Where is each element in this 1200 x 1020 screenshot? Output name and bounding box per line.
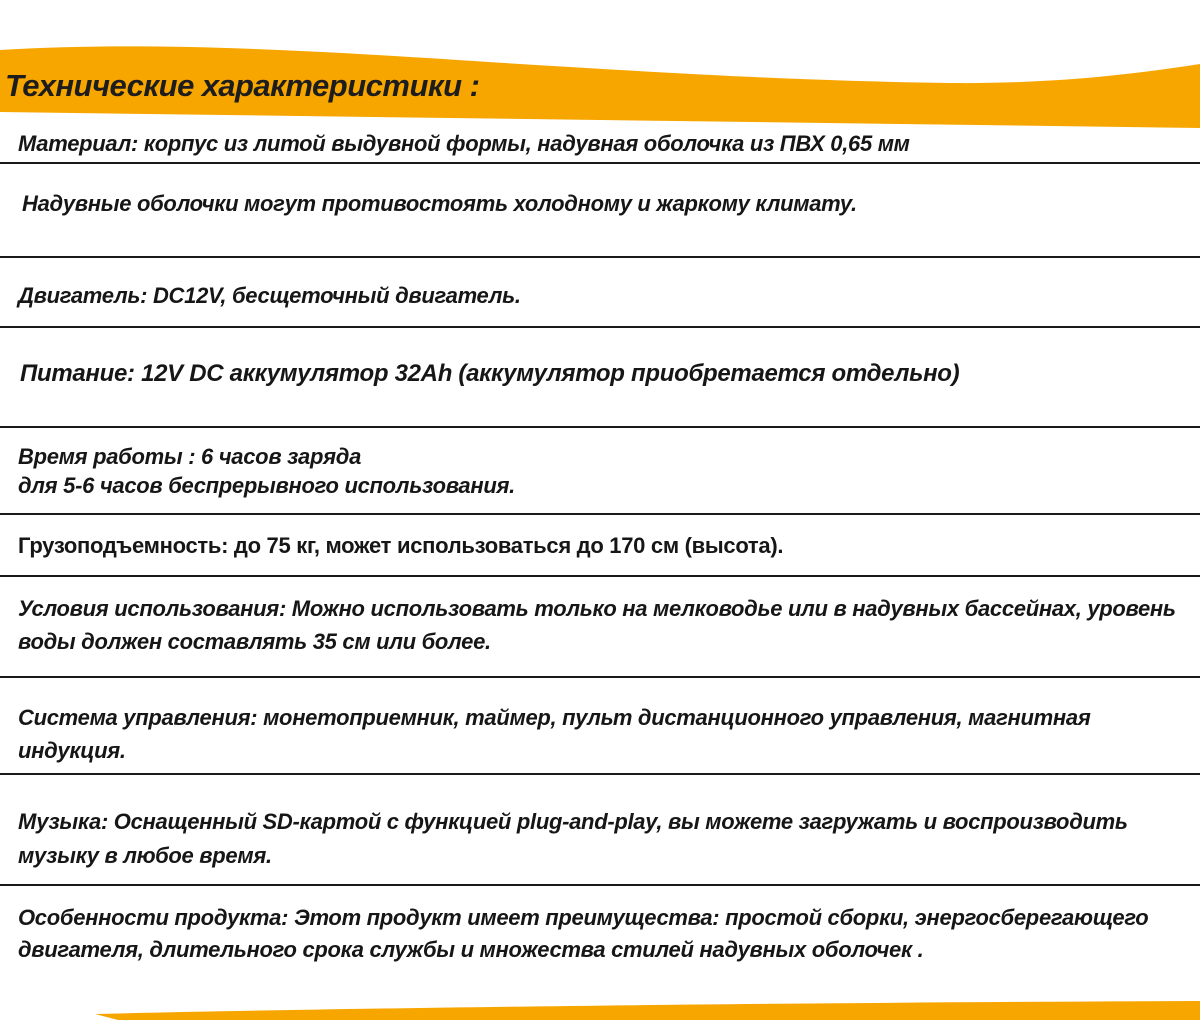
spec-text: Двигатель: DC12V, бесщеточный двигатель. xyxy=(18,283,521,308)
spec-row-features xyxy=(18,902,1186,966)
spec-row-shells-climate xyxy=(22,191,1186,217)
separator-line xyxy=(0,426,1200,428)
spec-text: Музыка: Оснащенный SD-картой с функцией plug-and-play, вы можете загружать и воспроизводить музыку в любое время. xyxy=(18,809,1128,868)
separator-line xyxy=(0,676,1200,678)
spec-text: Система управления: монетоприемник, таймер, пульт дистанционного управления, магнитная индукция. xyxy=(18,705,1091,763)
spec-text: Питание: 12V DC аккумулятор 32Ah (аккумулятор приобретается отдельно) xyxy=(20,360,960,387)
spec-text: для 5-6 часов беспрерывного использования. xyxy=(18,473,515,498)
spec-row-motor xyxy=(18,283,1186,309)
separator-line xyxy=(0,326,1200,328)
separator-line xyxy=(0,256,1200,258)
top-banner-wave xyxy=(0,0,1200,132)
spec-row-music xyxy=(18,805,1186,873)
spec-text: Грузоподъемность: до 75 кг, может использоваться до 170 см (высота). xyxy=(18,533,784,558)
spec-text: Надувные оболочки могут противостоять холодному и жаркому климату. xyxy=(22,191,857,216)
separator-line xyxy=(0,575,1200,577)
separator-line xyxy=(0,162,1200,164)
spec-text: Особенности продукта: Этот продукт имеет преимущества: простой сборки, энергосберегающего двигателя, длительного срока службы и множества стилей надувных оболочек . xyxy=(18,905,1149,962)
spec-row-control-system xyxy=(18,701,1186,767)
page-title: Технические характеристики : xyxy=(5,68,480,103)
separator-line xyxy=(0,513,1200,515)
bottom-banner-bar xyxy=(0,1000,1200,1020)
separator-line xyxy=(0,773,1200,775)
spec-text: Материал: корпус из литой выдувной формы, надувная оболочка из ПВХ 0,65 мм xyxy=(18,131,910,156)
spec-row-material xyxy=(18,131,1186,157)
spec-text: Условия использования: Можно использовать только на мелководье или в надувных бассейнах, уровень воды должен составлять 35 см или более. xyxy=(18,596,1176,654)
spec-row-capacity xyxy=(18,533,1186,559)
spec-row-usage-conditions xyxy=(18,592,1186,658)
spec-row-power xyxy=(20,360,1186,388)
separator-line xyxy=(0,884,1200,886)
spec-text: Время работы : 6 часов заряда xyxy=(18,444,362,469)
spec-row-runtime xyxy=(18,442,1186,500)
